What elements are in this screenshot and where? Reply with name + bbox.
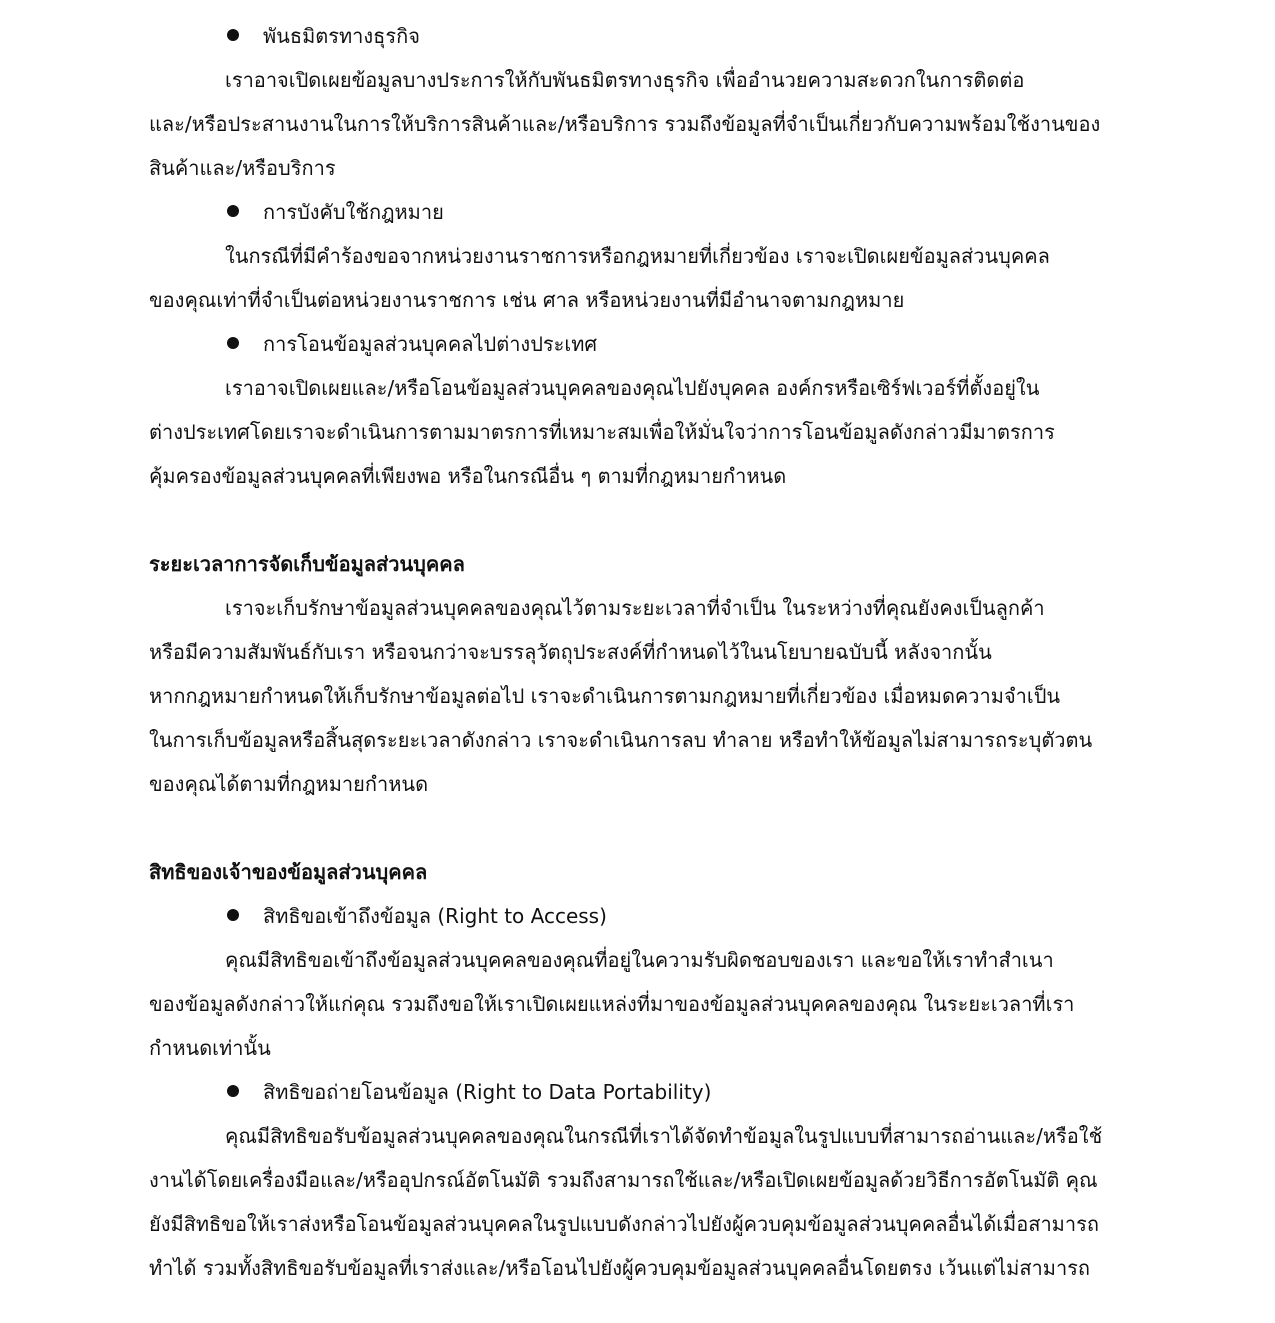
bullet-text: สิทธิขอถ่ายโอนข้อมูล (Right to Data Portability)	[263, 1080, 712, 1104]
bullet-dot	[227, 337, 239, 349]
bullet-dot	[227, 29, 239, 41]
paragraph-line: กำหนดเท่านั้น	[149, 1036, 271, 1060]
section-gap	[149, 498, 1124, 542]
paragraph-line: ยังมีสิทธิขอให้เราส่งหรือโอนข้อมูลส่วนบุคคลในรูปแบบดังกล่าวไปยังผู้ควบคุมข้อมูลส่วนบุคคลอื่นได้เมื่อสามารถ	[149, 1212, 1099, 1236]
paragraph-line: ของคุณเท่าที่จำเป็นต่อหน่วยงานราชการ เช่น ศาล หรือหน่วยงานที่มีอำนาจตามกฎหมาย	[149, 288, 905, 312]
bullet-partners	[149, 14, 1124, 58]
bullet-law-enforcement	[149, 190, 1124, 234]
paragraph-line: คุณมีสิทธิขอเข้าถึงข้อมูลส่วนบุคคลของคุณที่อยู่ในความรับผิดชอบของเรา และขอให้เราทำสำเนา	[225, 948, 1054, 972]
paragraph-line: หรือมีความสัมพันธ์กับเรา หรือจนกว่าจะบรรลุวัตถุประสงค์ที่กำหนดไว้ในนโยบายฉบับนี้ หลังจากนั้น	[149, 640, 992, 664]
paragraph-line: หากกฎหมายกำหนดให้เก็บรักษาข้อมูลต่อไป เราจะดำเนินการตามกฎหมายที่เกี่ยวข้อง เมื่อหมดความจำเป็น	[149, 684, 1061, 708]
paragraph-line: เราอาจเปิดเผยข้อมูลบางประการให้กับพันธมิตรทางธุรกิจ เพื่ออำนวยความสะดวกในการติดต่อ	[225, 68, 1025, 92]
bullet-dot	[227, 205, 239, 217]
bullet-right-to-access	[149, 894, 1124, 938]
section-heading-rights: สิทธิของเจ้าของข้อมูลส่วนบุคคล	[149, 860, 428, 884]
paragraph-line: ต่างประเทศโดยเราจะดำเนินการตามมาตรการที่เหมาะสมเพื่อให้มั่นใจว่าการโอนข้อมูลดังกล่าวมีมาตรการ	[149, 420, 1055, 444]
paragraph-line: ในกรณีที่มีคำร้องขอจากหน่วยงานราชการหรือกฎหมายที่เกี่ยวข้อง เราจะเปิดเผยข้อมูลส่วนบุคคล	[225, 244, 1050, 268]
bullet-dot	[227, 909, 239, 921]
section-gap	[149, 806, 1124, 850]
paragraph-line: ในการเก็บข้อมูลหรือสิ้นสุดระยะเวลาดังกล่าว เราจะดำเนินการลบ ทำลาย หรือทำให้ข้อมูลไม่สามารถระบุตัวตน	[149, 728, 1093, 752]
bullet-transfer-abroad	[149, 322, 1124, 366]
bullet-text: สิทธิขอเข้าถึงข้อมูล (Right to Access)	[263, 904, 607, 928]
bullet-dot	[227, 1085, 239, 1097]
document-page	[149, 14, 1124, 1290]
bullet-right-to-portability	[149, 1070, 1124, 1114]
paragraph-line: ของข้อมูลดังกล่าวให้แก่คุณ รวมถึงขอให้เราเปิดเผยแหล่งที่มาของข้อมูลส่วนบุคคลของคุณ ในระยะเวลาที่เรา	[149, 992, 1075, 1016]
bullet-text: การบังคับใช้กฎหมาย	[263, 200, 444, 224]
paragraph-line: และ/หรือประสานงานในการให้บริการสินค้าและ/หรือบริการ รวมถึงข้อมูลที่จำเป็นเกี่ยวกับความพร้อมใช้งานของ	[149, 112, 1101, 136]
section-heading-retention: ระยะเวลาการจัดเก็บข้อมูลส่วนบุคคล	[149, 552, 465, 576]
paragraph-line: งานได้โดยเครื่องมือและ/หรืออุปกรณ์อัตโนมัติ รวมถึงสามารถใช้และ/หรือเปิดเผยข้อมูลด้วยวิธีการอัตโนมัติ คุณ	[149, 1168, 1098, 1192]
bullet-text: การโอนข้อมูลส่วนบุคคลไปต่างประเทศ	[263, 332, 598, 356]
paragraph-line: คุ้มครองข้อมูลส่วนบุคคลที่เพียงพอ หรือในกรณีอื่น ๆ ตามที่กฎหมายกำหนด	[149, 464, 787, 488]
paragraph-line: คุณมีสิทธิขอรับข้อมูลส่วนบุคคลของคุณในกรณีที่เราได้จัดทำข้อมูลในรูปแบบที่สามารถอ่านและ/หรือใช้	[225, 1124, 1103, 1148]
paragraph-line: เราอาจเปิดเผยและ/หรือโอนข้อมูลส่วนบุคคลของคุณไปยังบุคคล องค์กรหรือเซิร์ฟเวอร์ที่ตั้งอยู่ใน	[225, 376, 1040, 400]
paragraph-line: ทำได้ รวมทั้งสิทธิขอรับข้อมูลที่เราส่งและ/หรือโอนไปยังผู้ควบคุมข้อมูลส่วนบุคคลอื่นโดยตรง เว้นแต่ไม่สามารถ	[149, 1256, 1091, 1280]
paragraph-line: สินค้าและ/หรือบริการ	[149, 156, 336, 180]
paragraph-line: เราจะเก็บรักษาข้อมูลส่วนบุคคลของคุณไว้ตามระยะเวลาที่จำเป็น ในระหว่างที่คุณยังคงเป็นลูกค้า	[225, 596, 1045, 620]
bullet-text: พันธมิตรทางธุรกิจ	[263, 24, 420, 48]
paragraph-line: ของคุณได้ตามที่กฎหมายกำหนด	[149, 772, 429, 796]
